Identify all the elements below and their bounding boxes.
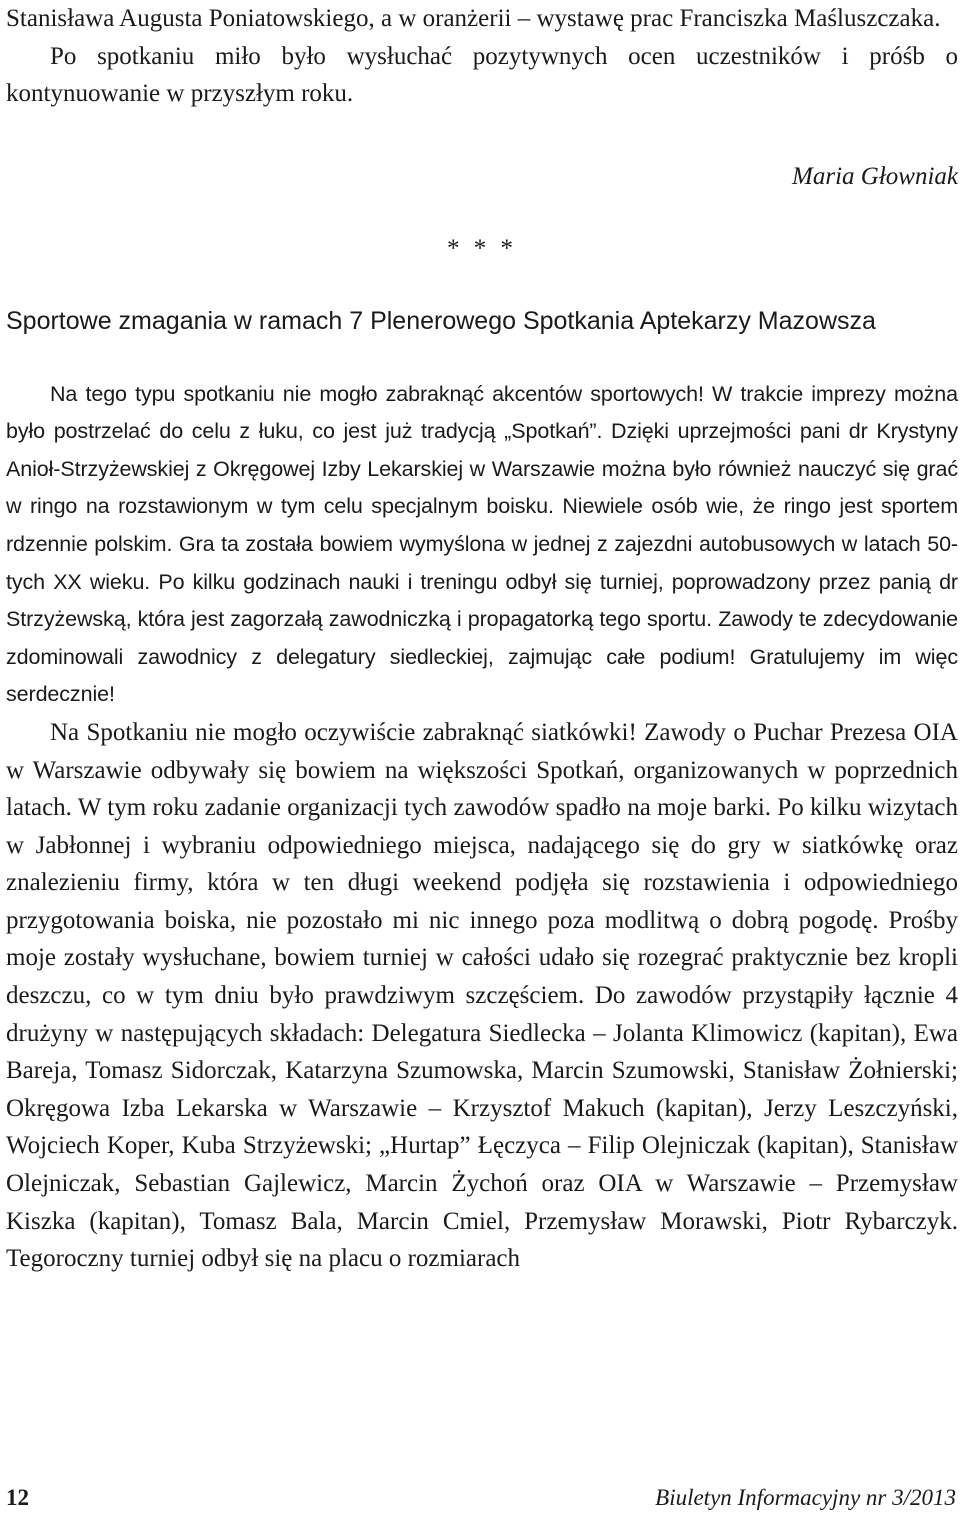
intro-paragraph-continuation: Stanisława Augusta Poniatowskiego, a w oranżerii – wystawę prac Franciszka Maśluszczaka. — [6, 5, 941, 32]
document-page — [6, 0, 958, 1278]
intro-paragraph-closing: Po spotkaniu miło było wysłuchać pozytywnych ocen uczestników i próśb o kontynuowanie w przyszłym roku. — [6, 42, 958, 108]
article-paragraph-volleyball: Na Spotkaniu nie mogło oczywiście zabraknąć siatkówki! Zawody o Puchar Prezesa OIA w Warszawie odbywały się bowiem na większości Spotkań, organizowanych w poprzednich latach. W tym roku zadanie organizacji tych zawodów spadło na moje barki. Po kilku wizytach w Jabłonnej i wybraniu odpowiedniego miejsca, nadającego się do gry w siatkówkę oraz znalezieniu firmy, która w ten długi weekend podjęła się rozstawienia i odpowiedniego przygotowania boiska, nie pozostało mi nic innego poza modlitwą o dobrą pogodę. Prośby moje zostały wysłuchane, bowiem turniej w całości udało się rozegrać praktycznie bez kropli deszczu, co w tym dniu było prawdziwym szczęściem. Do zawodów przystąpiły łącznie 4 drużyny w następujących składach: Delegatura Siedlecka – Jolanta Klimowicz (kapitan), Ewa Bareja, Tomasz Sidorczak, Katarzyna Szumowska, Marcin Szumowski, Stanisław Żołnierski; Okręgowa Izba Lekarska w Warszawie – Krzysztof Makuch (kapitan), Jerzy Leszczyński, Wojciech Koper, Kuba Strzyżewski; „Hurtap” Łęczyca – Filip Olejniczak (kapitan), Stanisław Olejniczak, Sebastian Gajlewicz, Marcin Żychoń oraz OIA w Warszawie – Przemysław Kiszka (kapitan), Tomasz Bala, Marcin Cmiel, Przemysław Morawski, Piotr Rybarczyk. Tegoroczny turniej odbył się na placu o rozmiarach — [6, 718, 958, 1273]
article-paragraph-archery-ringo: Na tego typu spotkaniu nie mogło zabraknąć akcentów sportowych! W trakcie imprezy można było postrzelać do celu z łuku, co jest już tradycją „Spotkań”. Dzięki uprzejmości pani dr Krystyny Anioł-Strzyżewskiej z Okręgowej Izby Lekarskiej w Warszawie można było również nauczyć się grać w ringo na rozstawionym w tym celu specjalnym boisku. Niewiele osób wie, że ringo jest sportem rdzennie polskim. Gra ta została bowiem wymyślona w jednej z zajezdni autobusowych w latach 50-tych XX wieku. Po kilku godzinach nauki i treningu odbył się turniej, poprowadzony przez panią dr Strzyżewską, która jest zagorzałą zawodniczką i propagatorką tego sportu. Zawody te zdecydowanie zdominowali zawodnicy z delegatury siedleckiej, zajmując całe podium! Gratulujemy im więc serdecznie! — [6, 381, 958, 707]
section-separator: * * * — [447, 235, 517, 263]
article-title: Sportowe zmagania w ramach 7 Plenerowego Spotkania Aptekarzy Mazowsza — [6, 306, 876, 335]
journal-title: Biuletyn Informacyjny nr 3/2013 — [655, 1485, 956, 1510]
page-footer — [6, 1485, 956, 1515]
page-number: 12 — [6, 1485, 29, 1510]
author-signature: Maria Głowniak — [792, 162, 958, 190]
